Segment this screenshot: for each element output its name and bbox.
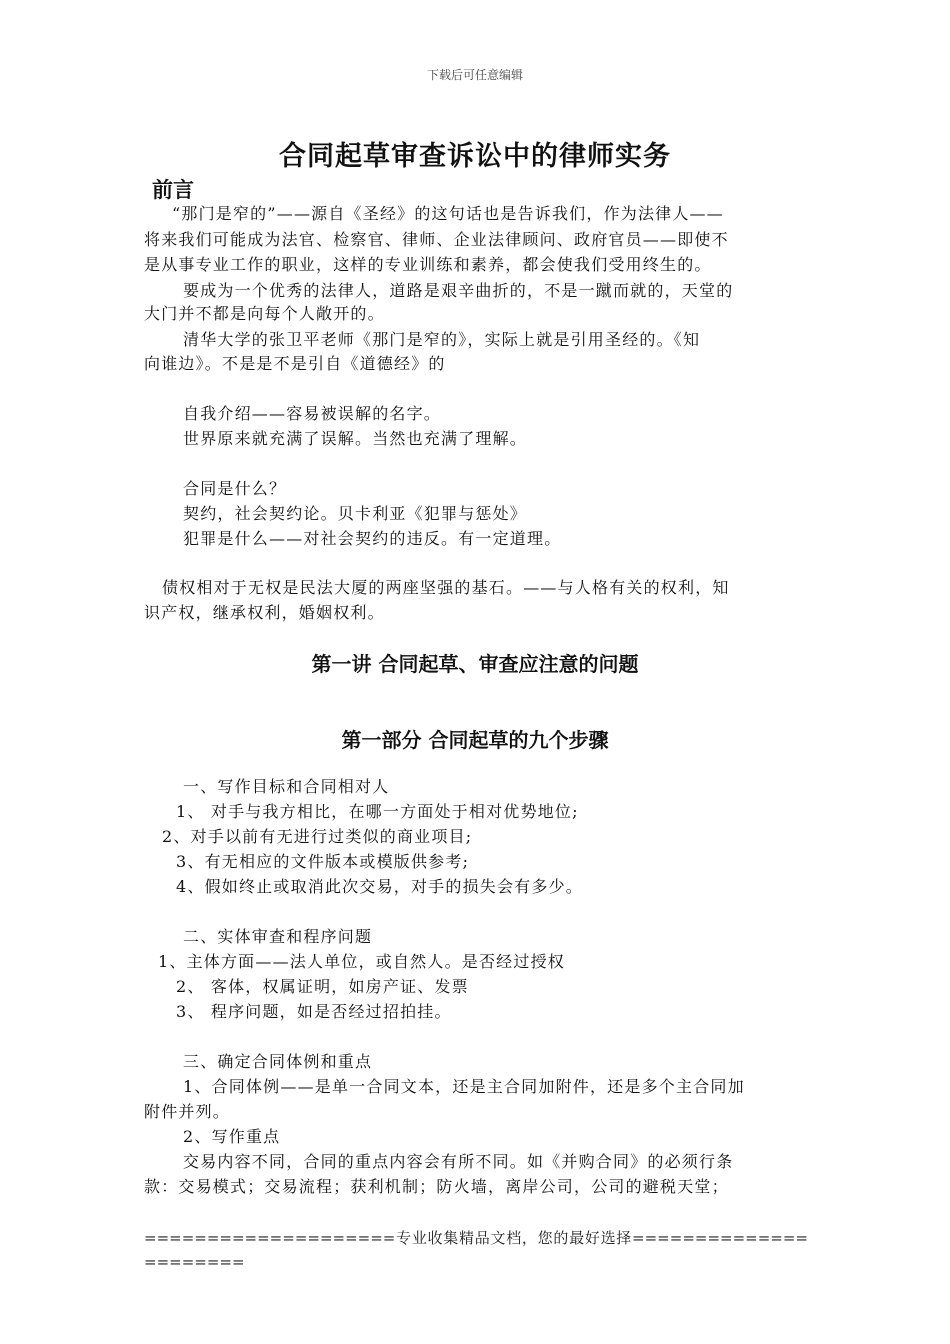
rights-line1: 债权相对于无权是民法大厦的两座坚强的基石。——与人格有关的权利，知 xyxy=(162,578,730,597)
section1-heading: 一、写作目标和合同相对人 xyxy=(183,777,390,796)
preface-p2-line1: 要成为一个优秀的法律人，道路是艰辛曲折的，不是一蹴而就的，天堂的 xyxy=(183,281,734,300)
section3-item1-line1: 1、合同体例——是单一合同文本，还是主合同加附件，还是多个主合同加 xyxy=(183,1077,745,1096)
section2-item3: 3、 程序问题，如是否经过招拍挂。 xyxy=(176,1002,452,1021)
contract-answer-1: 契约，社会契约论。贝卡利亚《犯罪与惩处》 xyxy=(183,504,528,523)
intro-line2: 世界原来就充满了误解。当然也充满了理解。 xyxy=(183,429,528,448)
document-title: 合同起草审查诉讼中的律师实务 xyxy=(279,141,671,172)
preface-p1-line3: 是从事专业工作的职业，这样的专业训练和素养，都会使我们受用终生的。 xyxy=(144,255,712,274)
contract-question: 合同是什么？ xyxy=(183,479,287,498)
footer-banner: ====================专业收集精品文档，您的最好选择====================== xyxy=(144,1229,808,1271)
section3-item2-text-line2: 款：交易模式；交易流程；获利机制；防火墙，离岸公司，公司的避税天堂； xyxy=(144,1177,729,1196)
section1-item3: 3、有无相应的文件版本或模版供参考; xyxy=(176,852,470,871)
preface-heading: 前言 xyxy=(152,177,194,202)
section2-heading: 二、实体审查和程序问题 xyxy=(183,927,373,946)
section1-item4: 4、假如终止或取消此次交易，对手的损失会有多少。 xyxy=(176,877,583,896)
preface-p2-line2: 大门并不都是向每个人敞开的。 xyxy=(144,304,385,323)
preface-p3-line1: 清华大学的张卫平老师《那门是窄的》，实际上就是引用圣经的。《知 xyxy=(183,330,701,349)
preface-p3-line2: 向谁边》。不是是不是引自《道德经》的 xyxy=(144,354,446,373)
section2-item1: 1、主体方面——法人单位，或自然人。是否经过授权 xyxy=(158,952,565,971)
section1-item1: 1、 对手与我方相比，在哪一方面处于相对优势地位; xyxy=(176,802,579,821)
lecture-title: 第一讲 合同起草、审查应注意的问题 xyxy=(311,652,639,676)
header-note: 下载后可任意编辑 xyxy=(426,68,523,82)
part-title: 第一部分 合同起草的九个步骤 xyxy=(341,728,609,752)
section2-item2: 2、 客体，权属证明，如房产证、发票 xyxy=(176,977,469,996)
section3-item2-text-line1: 交易内容不同，合同的重点内容会有所不同。如《并购合同》的必须行条 xyxy=(183,1152,734,1171)
section3-heading: 三、确定合同体例和重点 xyxy=(183,1052,373,1071)
section3-item1-line2: 附件并列。 xyxy=(144,1102,231,1121)
intro-line1: 自我介绍——容易被误解的名字。 xyxy=(183,404,442,423)
contract-answer-2: 犯罪是什么——对社会契约的违反。有一定道理。 xyxy=(183,529,562,548)
rights-line2: 识产权，继承权利，婚姻权利。 xyxy=(144,603,385,622)
section1-item2: 2、对手以前有无进行过类似的商业项目; xyxy=(162,827,473,846)
section3-item2: 2、写作重点 xyxy=(183,1127,281,1146)
preface-p1-line2: 将来我们可能成为法官、检察官、律师、企业法律顾问、政府官员——即使不 xyxy=(144,230,729,249)
preface-p1-line1: “那门是窄的”——源自《圣经》的这句话也是告诉我们，作为法律人—— xyxy=(172,204,724,223)
